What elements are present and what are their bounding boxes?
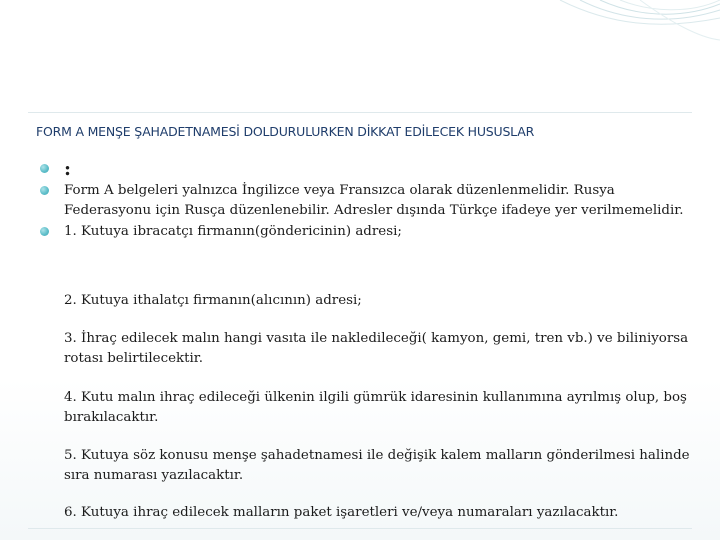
bullet-text: : xyxy=(64,158,72,180)
bullet-item-box-1 xyxy=(40,222,690,242)
top-divider xyxy=(28,112,692,113)
bottom-divider xyxy=(28,528,692,529)
bullet-item-form-a-language xyxy=(40,181,690,220)
paragraph-box-2: 2. Kutuya ithalatçı firmanın(alıcının) adresi; xyxy=(64,293,362,308)
bullet-dot-icon xyxy=(40,186,49,195)
bullet-list xyxy=(40,157,690,242)
paragraph-box-5: 5. Kutuya söz konusu menşe şahadetnamesi ile değişik kalem malların gönderilmesi halinde sıra numarası yazılacaktır. xyxy=(64,448,690,483)
paragraph-box-6: 6. Kutuya ihraç edilecek malların paket işaretleri ve/veya numaraları yazılacaktır. xyxy=(64,505,619,520)
bullet-text: 1. Kutuya ibracatçı firmanın(göndericinin) adresi; xyxy=(64,224,402,239)
bullet-dot-icon xyxy=(40,164,49,173)
paragraph-box-4: 4. Kutu malın ihraç edileceği ülkenin ilgili gümrük idaresinin kullanımına ayrılmış olup, boş bırakılacaktır. xyxy=(64,390,687,425)
bullet-text: Form A belgeleri yalnızca İngilizce veya Fransızca olarak düzenlenmelidir. Rusya Federasyonu için Rusça düzenlenebilir. Adresler dışında Türkçe ifadeye yer verilmemelidir. xyxy=(64,183,684,218)
corner-wave-decoration xyxy=(520,0,720,70)
slide-title: FORM A MENŞE ŞAHADETNAMESİ DOLDURULURKEN DİKKAT EDİLECEK HUSUSLAR xyxy=(36,124,535,139)
bullet-item-colon xyxy=(40,157,690,181)
paragraph-box-3: 3. İhraç edilecek malın hangi vasıta ile nakledileceği( kamyon, gemi, tren vb.) ve biliniyorsa rotası belirtilecektir. xyxy=(64,331,689,366)
bullet-dot-icon xyxy=(40,227,49,236)
